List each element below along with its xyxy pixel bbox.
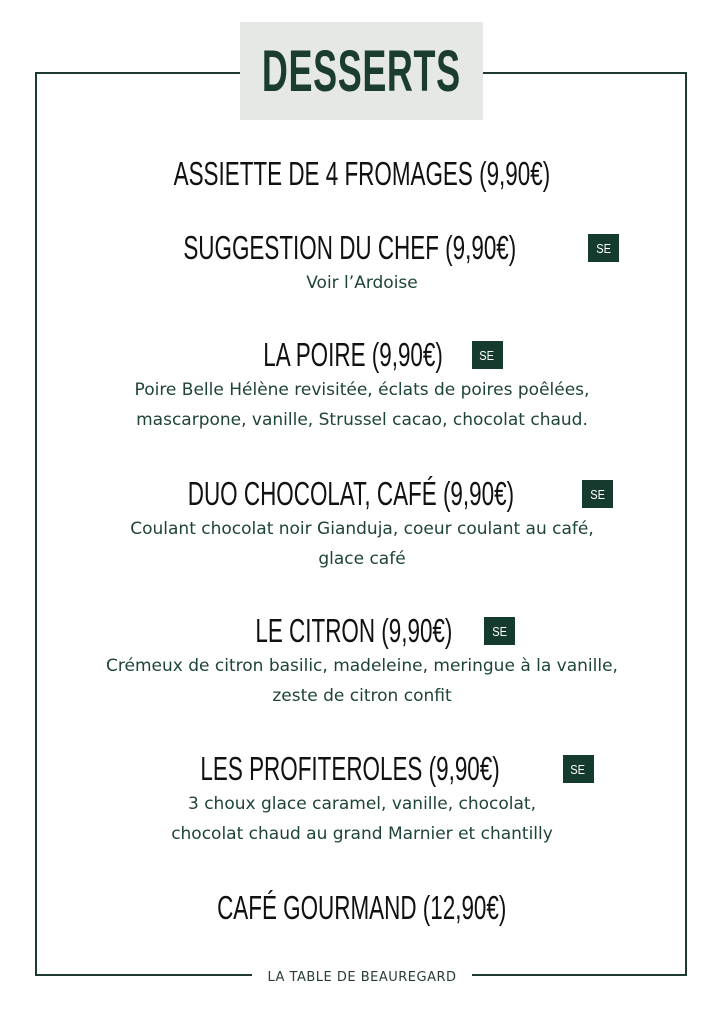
se-badge: SE: [588, 234, 619, 262]
item-name: LE CITRON (9,90€): [254, 612, 453, 649]
item-header: [40, 228, 684, 268]
se-badge: SE: [472, 341, 503, 369]
description-line: chocolat chaud au grand Marnier et chantilly: [171, 824, 553, 844]
item-name: LA POIRE (9,90€): [263, 336, 444, 373]
description-line: Voir l’Ardoise: [306, 273, 418, 293]
description-line: Crémeux de citron basilic, madeleine, meringue à la vanille,: [106, 656, 618, 676]
menu-item-citron: [40, 611, 684, 711]
se-badge: SE: [484, 617, 515, 645]
item-name: SUGGESTION DU CHEF (9,90€): [183, 229, 516, 266]
item-description: [40, 375, 684, 435]
item-description: [40, 268, 684, 298]
menu-item-fromages: [40, 154, 684, 194]
item-header: [40, 749, 684, 789]
item-header: [40, 888, 684, 928]
item-header: [40, 154, 684, 194]
menu-item-cafe-gourmand: [40, 888, 684, 928]
page-title: DESSERTS: [262, 38, 461, 104]
item-description: [40, 651, 684, 711]
item-name: CAFÉ GOURMAND (12,90€): [217, 889, 507, 926]
description-line: 3 choux glace caramel, vanille, chocolat,: [187, 794, 536, 814]
description-line: Coulant chocolat noir Gianduja, coeur coulant au café,: [130, 519, 594, 539]
description-line: mascarpone, vanille, Strussel cacao, chocolat chaud.: [136, 410, 588, 430]
menu-item-profiteroles: [40, 749, 684, 849]
item-header: [40, 474, 684, 514]
menu-item-poire: [40, 335, 684, 435]
item-header: [40, 611, 684, 651]
restaurant-name: LA TABLE DE BEAUREGARD: [267, 969, 457, 985]
se-badge: SE: [582, 480, 613, 508]
title-banner: [240, 22, 483, 120]
item-description: [40, 789, 684, 849]
description-line: zeste de citron confit: [272, 686, 452, 706]
menu-item-duo-chocolat: [40, 474, 684, 574]
description-line: glace café: [318, 549, 406, 569]
item-name: LES PROFITEROLES (9,90€): [200, 750, 501, 787]
item-name: DUO CHOCOLAT, CAFÉ (9,90€): [187, 475, 514, 512]
se-badge: SE: [563, 755, 594, 783]
menu-item-suggestion: [40, 228, 684, 298]
item-header: [40, 335, 684, 375]
description-line: Poire Belle Hélène revisitée, éclats de poires poêlées,: [134, 380, 590, 400]
footer-banner: [252, 966, 472, 988]
item-description: [40, 514, 684, 574]
item-name: ASSIETTE DE 4 FROMAGES (9,90€): [173, 155, 551, 192]
